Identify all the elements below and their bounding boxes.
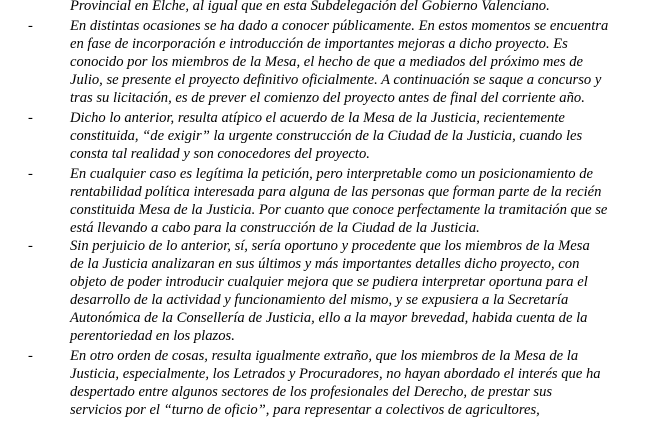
continuation-line: Provincial en Elche, al igual que en esta Subdelegación del Gobierno Valenciano. — [70, 0, 550, 14]
paragraph-line: despertado entre algunos sectores de los profesionales del Derecho, de prestar sus — [70, 384, 553, 400]
paragraph-line: consta tal realidad y son conocedores del proyecto. — [70, 146, 370, 162]
paragraph-line: En distintas ocasiones se ha dado a conocer públicamente. En estos momentos se encuentra — [70, 18, 609, 34]
paragraph-line: Julio, se presente el proyecto definitivo oficialmente. A continuación se saque a concurso y — [70, 72, 602, 88]
paragraph-5 — [28, 348, 658, 424]
paragraph-line: está llevando a cabo para la construcción de la Ciudad de la Justicia. — [70, 220, 480, 236]
paragraph-line: de la Justicia analizaran en sus últimos y más importantes detalles dicho proyecto, con — [70, 256, 580, 272]
bullet-dash: - — [28, 18, 33, 34]
paragraph-line: en fase de incorporación e introducción de importantes mejoras a dicho proyecto. Es — [70, 36, 568, 52]
paragraph-line: conocido por los miembros de la Mesa, el hecho de que a mediados del próximo mes de — [70, 54, 583, 70]
paragraph-line: constituida, “de exigir” la urgente construcción de la Ciudad de la Justicia, cuando les — [70, 128, 583, 144]
paragraph-2 — [28, 110, 658, 164]
paragraph-line: Autonómica de la Consellería de Justicia, ello a la mayor brevedad, habida cuenta de la — [70, 310, 588, 326]
paragraph-4 — [28, 238, 658, 346]
paragraph-line: Sin perjuicio de lo anterior, sí, sería oportuno y procedente que los miembros de la Mesa — [70, 238, 590, 254]
paragraph-line: En otro orden de cosas, resulta igualmente extraño, que los miembros de la Mesa de la — [70, 348, 579, 364]
paragraph-line: Justicia, especialmente, los Letrados y Procuradores, no hayan abordado el interés que ha — [70, 366, 601, 382]
paragraph-line: rentabilidad política interesada para alguna de las personas que forman parte de la recién — [70, 184, 602, 200]
paragraph-line: Dicho lo anterior, resulta atípico el acuerdo de la Mesa de la Justicia, recientemente — [70, 110, 565, 126]
paragraph-1 — [28, 18, 658, 108]
paragraph-line: desarrollo de la actividad y funcionamiento del mismo, y se expusiera a la Secretaría — [70, 292, 569, 308]
paragraph-line: perentoriedad en los plazos. — [70, 328, 235, 344]
paragraph-line: constituida Mesa de la Justicia. Por cuanto que conoce perfectamente la tramitación que se — [70, 202, 608, 218]
bullet-dash: - — [28, 348, 33, 364]
paragraph-line: objeto de poder introducir cualquier mejora que se pudiera interpretar oportuna para el — [70, 274, 588, 290]
bullet-dash: - — [28, 110, 33, 126]
paragraph-3 — [28, 166, 658, 238]
paragraph-line: servicios por el “turno de oficio”, para representar a colectivos de agricultores, — [70, 402, 540, 418]
bullet-dash: - — [28, 166, 33, 182]
bullet-dash: - — [28, 238, 33, 254]
paragraph-line: tras su licitación, es de prever el comienzo del proyecto antes de final del corriente año. — [70, 90, 585, 106]
paragraph-line: En cualquier caso es legítima la petición, pero interpretable como un posicionamiento de — [70, 166, 593, 182]
